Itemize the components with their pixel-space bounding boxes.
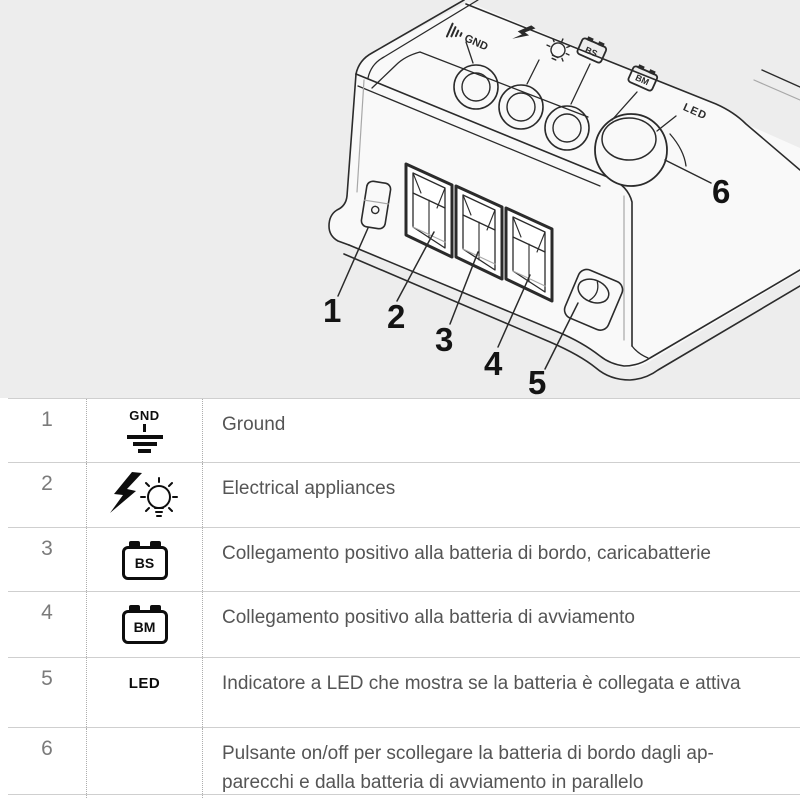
svg-text:BS: BS	[583, 44, 599, 59]
legend-row-1	[8, 398, 800, 462]
legend-row-5	[8, 657, 800, 727]
row-description-line1: Pulsante on/off per scollegare la batteria di bordo dagli ap-	[222, 743, 714, 764]
device-illustration	[0, 0, 800, 398]
callout-4: 4	[484, 345, 503, 382]
row-description: Ground	[222, 414, 286, 435]
row-description: Indicatore a LED che mostra se la batteria è collegata e attiva	[222, 673, 741, 694]
row-number: 3	[8, 528, 87, 591]
svg-text:BM: BM	[633, 72, 651, 88]
legend-row-4	[8, 591, 800, 657]
callout-3: 3	[435, 321, 454, 358]
legend-row-3	[8, 527, 800, 591]
bulb-icon	[141, 478, 177, 516]
row-number: 5	[8, 658, 87, 727]
battery-bs-icon	[87, 528, 203, 591]
svg-text:LED: LED	[681, 101, 709, 123]
dome-button	[595, 114, 667, 186]
ground-icon-label: GND	[129, 408, 160, 423]
row-description: Collegamento positivo alla batteria di bordo, caricabatterie	[222, 543, 711, 564]
legend-table	[0, 398, 800, 795]
callout-1: 1	[323, 292, 342, 329]
battery-bm-label: BM	[122, 610, 168, 644]
row-description: Collegamento positivo alla batteria di avviamento	[222, 607, 635, 628]
callout-5: 5	[528, 364, 547, 398]
row-number: 4	[8, 592, 87, 657]
callout-2: 2	[387, 298, 406, 335]
svg-text:GND: GND	[462, 32, 490, 54]
ground-icon	[87, 399, 203, 462]
callout-6: 6	[712, 173, 731, 210]
lightning-icon	[110, 472, 142, 513]
electrical-appliances-icon	[87, 463, 203, 527]
row-description: Electrical appliances	[222, 478, 396, 499]
battery-bs-label: BS	[122, 546, 168, 580]
row-number: 2	[8, 463, 87, 527]
row-description-line2: parecchi e dalla batteria di avviamento in parallelo	[222, 772, 644, 794]
legend-row-2	[8, 462, 800, 527]
battery-bm-icon	[87, 592, 203, 657]
led-label-icon: LED	[87, 658, 203, 727]
empty-icon-cell	[87, 728, 203, 798]
row-number: 6	[8, 728, 87, 798]
device-illustration-svg	[0, 0, 800, 398]
row-number: 1	[8, 399, 87, 462]
row-description	[203, 728, 800, 798]
legend-row-6	[8, 727, 800, 795]
